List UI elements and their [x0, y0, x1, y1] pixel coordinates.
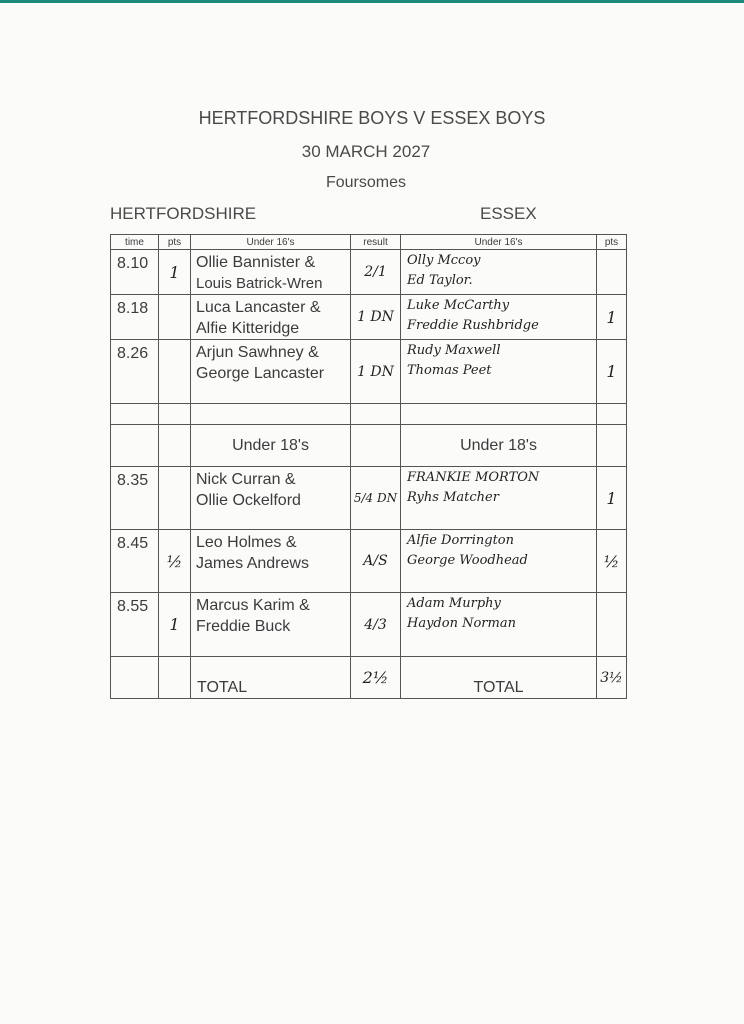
- match-result: A/S: [351, 530, 401, 593]
- team-left-heading: HERTFORDSHIRE: [110, 204, 257, 223]
- section-row: [111, 425, 627, 467]
- essex-player-2: Ed Taylor.: [407, 273, 473, 288]
- under18-right-label: Under 18's: [401, 425, 597, 467]
- tee-time: 8.10: [111, 250, 159, 295]
- empty-cell: [597, 404, 627, 425]
- top-edge-line: [0, 0, 744, 3]
- essex-player-1: Adam Murphy: [407, 596, 501, 611]
- empty-cell: [351, 425, 401, 467]
- tee-time: 8.45: [111, 530, 159, 593]
- match-row: [111, 593, 627, 657]
- empty-cell: [401, 404, 597, 425]
- essex-pair: [401, 295, 597, 340]
- empty-cell: [159, 657, 191, 699]
- herts-points: 1: [159, 250, 191, 295]
- col-under16-left: Under 16's: [191, 235, 351, 250]
- essex-pair: [401, 530, 597, 593]
- essex-player-2: Ryhs Matcher: [407, 490, 499, 505]
- header-row: [111, 235, 627, 250]
- col-under16-right: Under 16's: [401, 235, 597, 250]
- total-right-value: 3½: [597, 657, 627, 699]
- herts-player-2: George Lancaster: [196, 365, 325, 382]
- tee-time: 8.35: [111, 467, 159, 530]
- essex-player-1: Rudy Maxwell: [407, 343, 501, 358]
- total-right-label: TOTAL: [401, 657, 597, 699]
- herts-pair: [191, 295, 351, 340]
- essex-points: 1: [597, 467, 627, 530]
- total-left-value: 2½: [351, 657, 401, 699]
- essex-pair: [401, 467, 597, 530]
- herts-player-1: Luca Lancaster &: [196, 299, 321, 316]
- empty-cell: [159, 404, 191, 425]
- essex-player-1: FRANKIE MORTON: [407, 470, 540, 485]
- herts-player-2: Freddie Buck: [196, 618, 291, 635]
- match-result: 2/1: [351, 250, 401, 295]
- essex-points: 1: [597, 295, 627, 340]
- herts-pair: [191, 467, 351, 530]
- herts-player-2: Ollie Ockelford: [196, 492, 301, 509]
- col-pts-left: pts: [159, 235, 191, 250]
- results-table: [110, 234, 627, 699]
- col-time: time: [111, 235, 159, 250]
- match-result: 1 DN: [351, 295, 401, 340]
- empty-cell: [111, 657, 159, 699]
- totals-row: [111, 657, 627, 699]
- match-result: 5/4 DN: [351, 467, 401, 530]
- match-row: [111, 295, 627, 340]
- match-title: HERTFORDSHIRE BOYS V ESSEX BOYS: [198, 108, 546, 128]
- empty-cell: [159, 425, 191, 467]
- herts-pair: [191, 340, 351, 404]
- herts-points: [159, 340, 191, 404]
- essex-pair: [401, 250, 597, 295]
- essex-player-2: Freddie Rushbridge: [407, 318, 539, 333]
- tee-time: 8.18: [111, 295, 159, 340]
- empty-cell: [111, 404, 159, 425]
- match-row: [111, 250, 627, 295]
- herts-points: [159, 467, 191, 530]
- col-pts-right: pts: [597, 235, 627, 250]
- team-right-heading: ESSEX: [480, 204, 537, 223]
- match-result: 4/3: [351, 593, 401, 657]
- match-format: Foursomes: [325, 174, 407, 191]
- herts-points: [159, 295, 191, 340]
- empty-cell: [191, 404, 351, 425]
- herts-player-2: Alfie Kitteridge: [196, 320, 300, 337]
- match-row: [111, 467, 627, 530]
- col-result: result: [351, 235, 401, 250]
- essex-player-1: Alfie Dorrington: [407, 533, 514, 548]
- empty-cell: [597, 425, 627, 467]
- herts-pair: [191, 530, 351, 593]
- under18-left-label: Under 18's: [191, 425, 351, 467]
- match-row: [111, 530, 627, 593]
- essex-player-1: Olly Mccoy: [407, 253, 481, 268]
- herts-pair: [191, 593, 351, 657]
- herts-player-1: Leo Holmes &: [196, 534, 297, 551]
- empty-cell: [111, 425, 159, 467]
- spacer-row: [111, 404, 627, 425]
- tee-time: 8.26: [111, 340, 159, 404]
- herts-player-1: Marcus Karim &: [196, 597, 310, 614]
- herts-player-1: Arjun Sawhney &: [196, 344, 319, 361]
- herts-player-2: Louis Batrick-Wren: [196, 275, 323, 292]
- essex-points: ½: [597, 530, 627, 593]
- herts-player-1: Ollie Bannister &: [196, 254, 316, 271]
- essex-player-2: Haydon Norman: [407, 616, 516, 631]
- essex-player-2: Thomas Peet: [407, 363, 492, 378]
- essex-points: 1: [597, 340, 627, 404]
- match-result: 1 DN: [351, 340, 401, 404]
- essex-points: [597, 593, 627, 657]
- herts-points: ½: [159, 530, 191, 593]
- match-row: [111, 340, 627, 404]
- essex-points: [597, 250, 627, 295]
- herts-points: 1: [159, 593, 191, 657]
- herts-player-2: James Andrews: [196, 555, 309, 572]
- empty-cell: [351, 404, 401, 425]
- essex-player-1: Luke McCarthy: [407, 298, 510, 313]
- herts-pair: [191, 250, 351, 295]
- essex-pair: [401, 593, 597, 657]
- essex-player-2: George Woodhead: [407, 553, 528, 568]
- match-date: 30 MARCH 2027: [301, 142, 431, 161]
- total-left-label: TOTAL: [191, 657, 351, 699]
- herts-player-1: Nick Curran &: [196, 471, 296, 488]
- essex-pair: [401, 340, 597, 404]
- tee-time: 8.55: [111, 593, 159, 657]
